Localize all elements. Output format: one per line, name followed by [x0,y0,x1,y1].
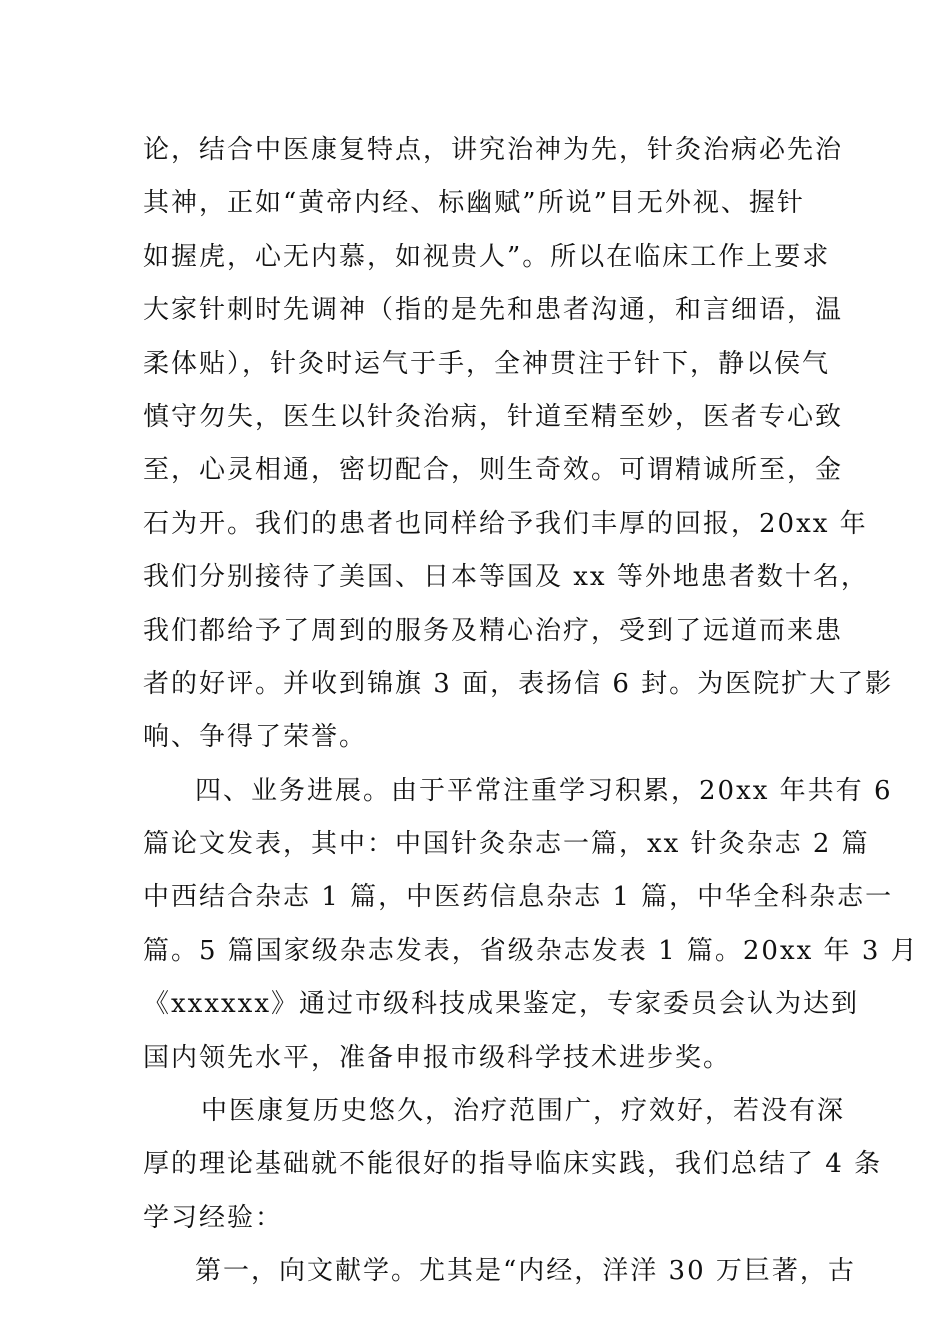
text-line: 慎守勿失，医生以针灸治病，针道至精至妙，医者专心致 [143,401,844,432]
text-line: 大家针刺时先调神（指的是先和患者沟通，和言细语，温 [143,295,844,326]
text-line: 厚的理论基础就不能很好的指导临床实践，我们总结了 4 条 [143,1149,883,1180]
text-line: 者的好评。并收到锦旗 3 面，表扬信 6 封。为医院扩大了影 [143,668,894,699]
text-line: 论，结合中医康复特点，讲究治神为先，针灸治病必先治 [143,135,844,165]
text-line: 如握虎，心无内慕，如视贵人”。所以在临床工作上要求 [143,241,831,272]
text-line: 篇。5 篇国家级杂志发表，省级杂志发表 1 篇。20xx 年 3 月 [143,935,919,966]
text-line: 国内领先水平，准备申报市级科学技术进步奖。 [143,1042,732,1073]
text-line: 学习经验： [143,1202,284,1233]
text-line: 中西结合杂志 1 篇，中医药信息杂志 1 篇，中华全科杂志一 [143,882,894,913]
text-line: 响、争得了荣誉。 [143,722,368,753]
text-line: 篇论文发表，其中：中国针灸杂志一篇，xx 针灸杂志 2 篇 [143,829,870,860]
paragraph-start-line: 第一，向文献学。尤其是“内经，洋洋 30 万巨著，古 [195,1256,856,1287]
text-line: 石为开。我们的患者也同样给予我们丰厚的回报，20xx 年 [143,508,868,539]
text-line: 柔体贴），针灸时运气于手，全神贯注于针下，静以侯气 [143,348,831,379]
text-line: 《xxxxxx》通过市级科技成果鉴定，专家委员会认为达到 [143,989,859,1020]
document-body [143,124,919,1299]
paragraph-start-line: 四、业务进展。由于平常注重学习积累，20xx 年共有 6 [195,775,893,806]
text-line: 至，心灵相通，密切配合，则生奇效。可谓精诚所至，金 [143,455,844,486]
text-line: 其神，正如“黄帝内经、标幽赋”所说”目无外视、握针 [143,188,805,219]
text-line: 我们都给予了周到的服务及精心治疗，受到了远道而来患 [143,615,844,646]
text-line: 我们分别接待了美国、日本等国及 xx 等外地患者数十名， [143,562,869,593]
paragraph-start-line: 中医康复历史悠久，治疗范围广，疗效好，若没有深 [201,1096,846,1127]
